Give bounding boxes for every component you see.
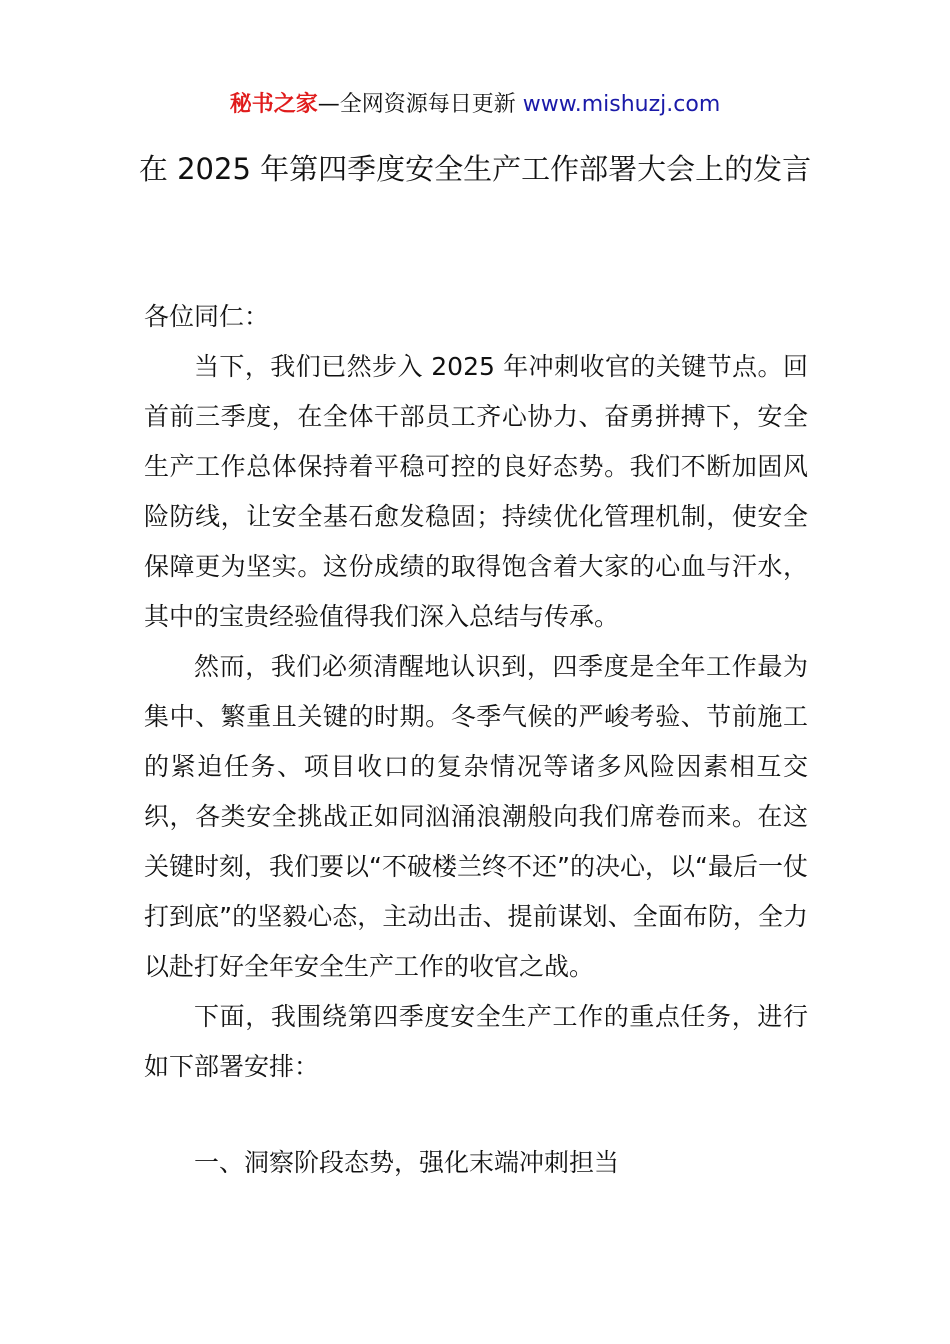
salutation: 各位同仁：: [144, 302, 270, 331]
document-body: [144, 292, 808, 1092]
paragraph-2: 然而，我们必须清醒地认识到，四季度是全年工作最为集中、繁重且关键的时期。冬季气候的严峻考验、节前施工的紧迫任务、项目收口的复杂情况等诸多风险因素相互交织，各类安全挑战正如同汹涌浪潮般向我们席卷而来。在这关键时刻，我们要以“不破楼兰终不还”的决心，以“最后一仗打到底”的坚毅心态，主动出击、提前谋划、全面布防，全力以赴打好全年安全生产工作的收官之战。: [144, 652, 808, 981]
site-brand: 秘书之家: [229, 92, 318, 117]
paragraph-1: 当下，我们已然步入 2025 年冲刺收官的关键节点。回首前三季度，在全体干部员工齐心协力、奋勇拼搏下，安全生产工作总体保持着平稳可控的良好态势。我们不断加固风险防线，让安全基石愈发稳固；持续优化管理机制，使安全保障更为坚实。这份成绩的取得饱含着大家的心血与汗水，其中的宝贵经验值得我们深入总结与传承。: [144, 352, 808, 631]
section-heading: 一、洞察阶段态势，强化末端冲刺担当: [194, 1148, 620, 1177]
site-url-link[interactable]: www.mishuzj.com: [522, 92, 721, 117]
paragraph-3: 下面，我围绕第四季度安全生产工作的重点任务，进行如下部署安排：: [144, 1002, 808, 1081]
site-header: [0, 88, 950, 122]
document-title: 在 2025 年第四季度安全生产工作部署大会上的发言: [138, 152, 812, 186]
site-tagline: —全网资源每日更新: [317, 92, 523, 117]
